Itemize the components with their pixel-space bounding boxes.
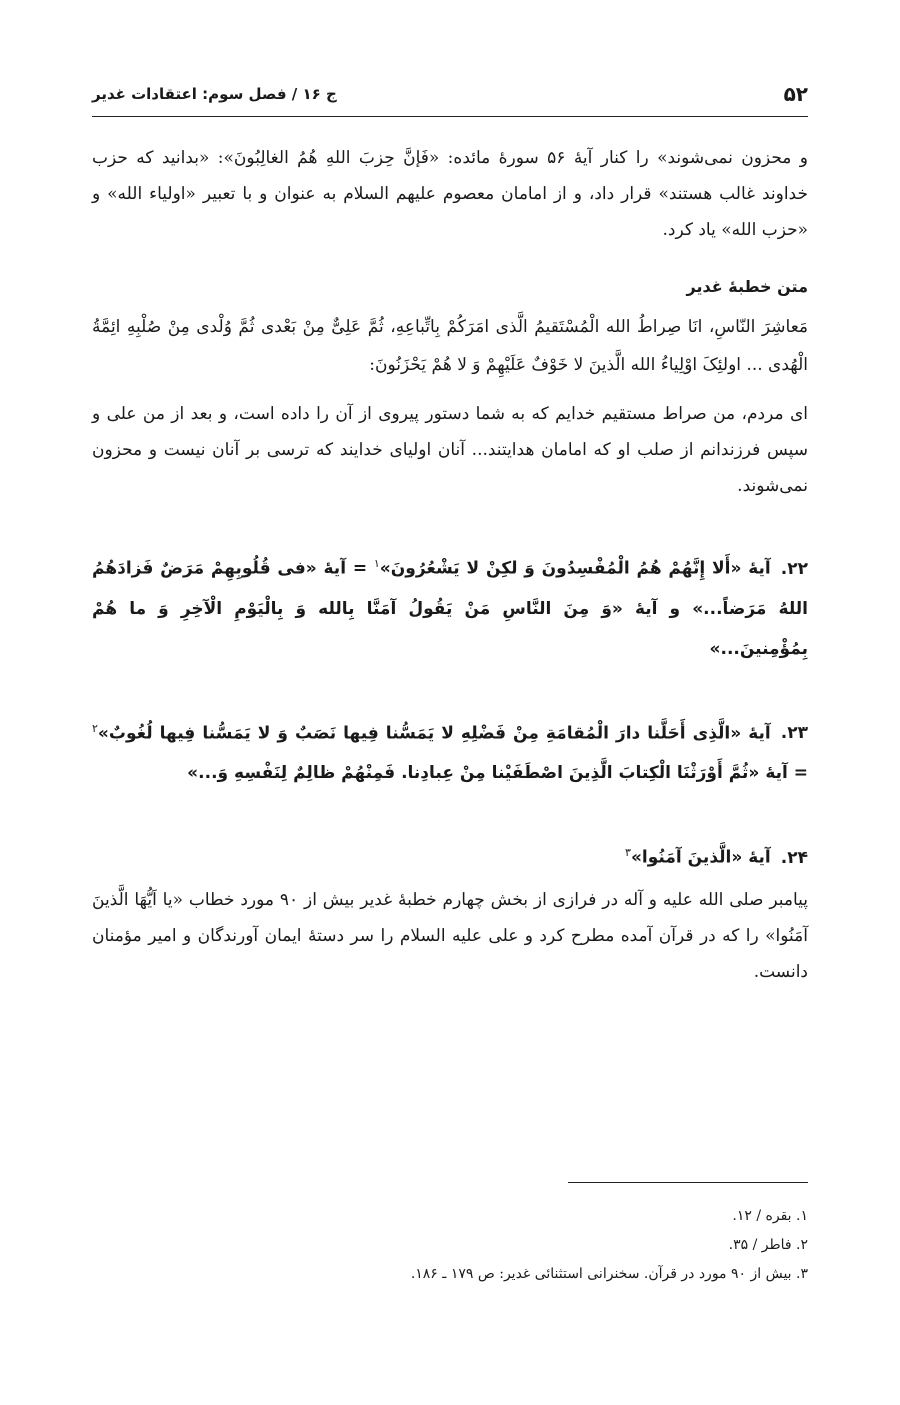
page-number: ۵۲ — [783, 82, 808, 106]
header-divider — [92, 116, 808, 117]
book-page — [92, 0, 808, 1405]
item-number: ۲۴. — [780, 847, 808, 868]
sermon-arabic-text: مَعاشِرَ النّاسِ، انَا صِراطُ الله الْمُسْتَقیمُ الَّذی امَرَکُمْ بِاتِّباعِهِ، ثُمَّ عَلِیٌّ مِنْ بَعْدی ثُمَّ وُلْدی مِنْ صُلْبِهِ ائِمَّةُ الْهُدی ... اولئِکَ اوْلِیاءُ الله الَّذینَ لا خَوْفٌ عَلَیْهِمْ وَ لا هُمْ یَحْزَنُونَ: — [92, 317, 808, 375]
item-24-heading — [92, 833, 808, 878]
item-text: آیهٔ «الَّذینَ آمَنُوا» — [630, 847, 771, 868]
item-text: آیهٔ «الَّذِی أَحَلَّنا دارَ الْمُقامَةِ مِنْ فَضْلِهِ لا یَمَسُّنا فِیها نَصَبٌ وَ لا یَمَسُّنا فِیها لُغُوبٌ» — [97, 723, 771, 744]
footnote-2: ۲. فاطر / ۳۵. — [728, 1237, 808, 1253]
intro-paragraph: و محزون نمی‌شوند» را کنار آیهٔ ۵۶ سورهٔ مائده: «فَإنَّ حِزبَ اللهِ هُمُ الغالِبُونَ»: «بدانید که حزب خداوند غالب هستند» قرار داد، و از امامان معصوم علیهم السلام به عنوان و با تعبیر «اولیاء الله» و «حزب الله» یاد کرد. — [92, 148, 808, 240]
page-body — [92, 140, 808, 990]
footnotes — [92, 1202, 808, 1289]
running-title: ج ۱۶ / فصل سوم: اعتقادات غدیر — [92, 85, 337, 103]
footnote-3: ۳. بیش از ۹۰ مورد در قرآن. سخنرانی استثنائی غدیر: ص ۱۷۹ ـ ۱۸۶. — [410, 1266, 808, 1282]
item-text-continued: = آیهٔ «فی قُلُوبِهِمْ مَرَضٌ فَزادَهُمُ اللهُ مَرَضاً...» و آیهٔ «وَ مِنَ النَّاسِ مَنْ یَقُولُ آمَنَّا بِالله وَ بِالْیَوْمِ الْآخِرِ وَ ما هُمْ بِمُؤْمِنینَ...» — [92, 558, 808, 659]
footnote-1: ۱. بقره / ۱۲. — [732, 1208, 808, 1224]
item-number: ۲۲. — [780, 558, 808, 579]
footnote-divider — [568, 1182, 808, 1183]
section-heading: متن خطبهٔ غدیر — [686, 277, 808, 296]
item-22-heading — [92, 544, 808, 669]
item-text: آیهٔ «أَلا إِنَّهُمْ هُمُ الْمُفْسِدُونَ وَ لکِنْ لا یَشْعُرُونَ» — [379, 558, 771, 579]
item-number: ۲۳. — [780, 723, 808, 744]
footnote-ref[interactable]: ۲ — [92, 721, 98, 735]
footnote-ref[interactable]: ۳ — [625, 846, 631, 860]
closing-paragraph: پیامبر صلی الله علیه و آله در فرازی از بخش چهارم خطبهٔ غدیر بیش از ۹۰ مورد خطاب «یا اَیُّهَا الَّذینَ آمَنُوا» را که در قرآن آمده مطرح کرد و علی علیه السلام را سر دستهٔ ایمان آورندگان و امیر مؤمنان دانست. — [92, 889, 808, 982]
item-text-continued: = آیهٔ «ثُمَّ أَوْرَثْنَا الْکِتابَ الَّذِینَ اصْطَفَیْنا مِنْ عِبادِنا. فَمِنْهُمْ ظالِمٌ لِنَفْسِهِ وَ...» — [187, 763, 808, 784]
item-23-heading — [92, 709, 808, 794]
sermon-translation: ای مردم، من صراط مستقیم خدایم که به شما دستور پیروی از آن را داده است، و بعد از من علی و سپس فرزندانم از صلب او که امامان هدایتند... آنان اولیای خدایند که ترسی بر آنان نیست و محزون نمی‌شوند. — [92, 404, 808, 496]
footnote-ref[interactable]: ۱ — [373, 557, 380, 570]
page-header — [92, 74, 808, 114]
